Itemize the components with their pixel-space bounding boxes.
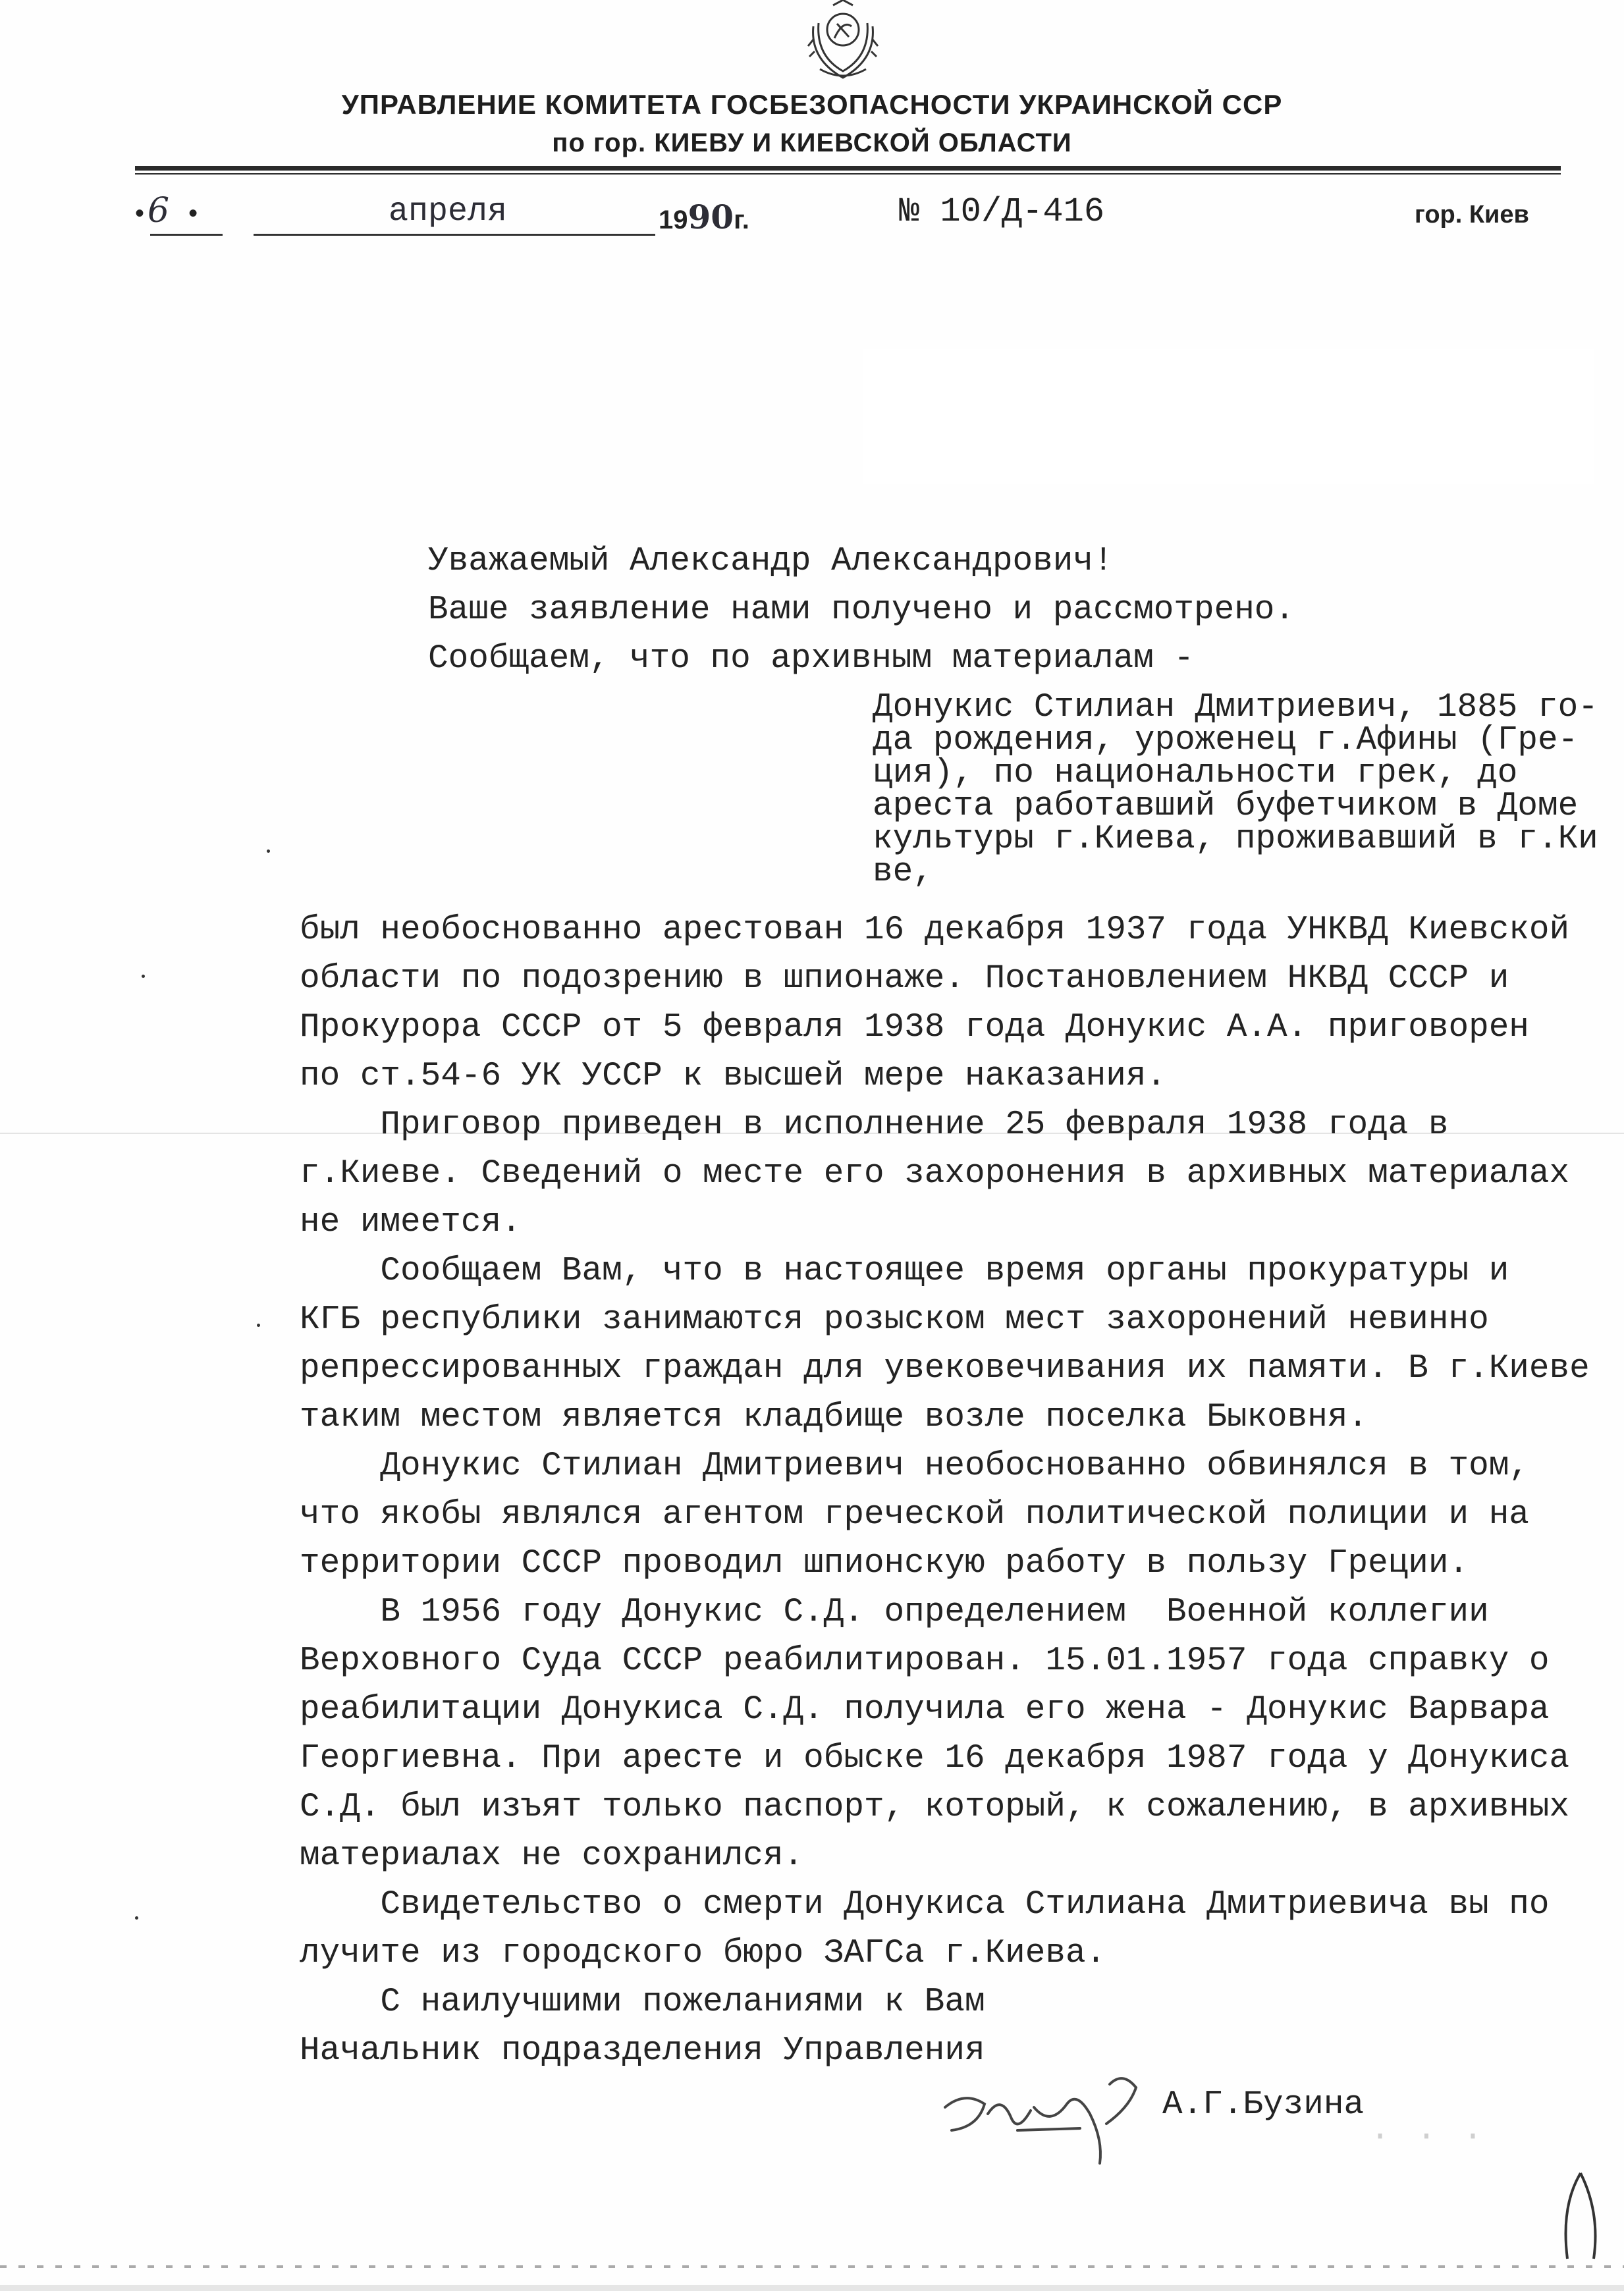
body-line: по ст.54-6 УК УССР к высшей мере наказания.: [300, 1058, 1167, 1095]
signer-name: А.Г.Бузина: [1162, 2086, 1365, 2124]
date-day: 6: [148, 191, 170, 230]
body-line: был необоснованно арестован 16 декабря 1937 года УНКВД Киевской: [300, 911, 1570, 949]
received-line: Ваше заявление нами получено и рассмотрено.: [428, 591, 1295, 629]
date-line: •6 •: [132, 191, 202, 230]
document-number: № 10/Д-416: [899, 192, 1105, 231]
person-line: культуры г.Киева, проживавший в г.Ки: [873, 821, 1598, 858]
body-line: Прокурора СССР от 5 февраля 1938 года Донукис А.А. приговорен: [300, 1009, 1529, 1046]
paper-speck: [142, 975, 145, 978]
intro-line: Сообщаем, что по архивным материалам -: [428, 640, 1194, 678]
body-line: репрессированных граждан для увековечивания их памяти. В г.Киеве: [300, 1350, 1590, 1388]
greeting: Уважаемый Александр Александрович!: [428, 543, 1114, 580]
body-line: В 1956 году Донукис С.Д. определением Военной коллегии: [300, 1594, 1489, 1631]
coat-of-arms-emblem: [794, 0, 892, 82]
year-suffix: 90: [688, 198, 734, 236]
body-line: таким местом является кладбище возле поселка Быковня.: [300, 1399, 1368, 1436]
person-line: да рождения, уроженец г.Афины (Гре-: [873, 722, 1579, 759]
header-rule-thin: [135, 173, 1561, 175]
body-line: территории СССР проводил шпионскую работу в пользу Греции.: [300, 1545, 1469, 1582]
person-line: ве,: [873, 853, 933, 891]
header-organization: УПРАВЛЕНИЕ КОМИТЕТА ГОСБЕЗОПАСНОСТИ УКРАИНСКОЙ ССР: [341, 89, 1283, 120]
header-region: по гор. КИЕВУ И КИЕВСКОЙ ОБЛАСТИ: [552, 128, 1072, 157]
body-line: реабилитации Донукиса С.Д. получила его жена - Донукис Варвара: [300, 1691, 1550, 1729]
body-line: Свидетельство о смерти Донукиса Стилиана Дмитриевича вы по: [300, 1886, 1550, 1924]
year-unit: г.: [734, 205, 749, 234]
date-month: апреля: [389, 193, 508, 230]
handwritten-signature: [938, 2068, 1162, 2167]
body-line: лучите из городского бюро ЗАГСа г.Киева.: [300, 1935, 1106, 1972]
body-line: Верховного Суда СССР реабилитирован. 15.01.1957 года справку о: [300, 1642, 1550, 1680]
person-line: Донукис Стилиан Дмитриевич, 1885 го-: [873, 689, 1598, 726]
person-line: ареста работавший буфетчиком в Доме: [873, 788, 1579, 825]
paper-speck: [135, 1916, 138, 1920]
faded-stamp: ∙ ∙ ∙: [1370, 2117, 1486, 2156]
body-line: области по подозрению в шпионаже. Постановлением НКВД СССР и: [300, 960, 1509, 998]
body-line: г.Киеве. Сведений о месте его захоронения в архивных материалах: [300, 1155, 1570, 1193]
body-line: КГБ республики занимаются розыском мест захоронений невинно: [300, 1301, 1489, 1339]
body-line: не имеется.: [300, 1204, 522, 1241]
city-label: гор. Киев: [1415, 201, 1529, 229]
year-prefix: 19: [659, 205, 688, 234]
handwritten-mark: [1554, 2167, 1607, 2265]
month-underline: [254, 234, 655, 236]
day-underline: [150, 234, 223, 236]
body-line: Донукис Стилиан Дмитриевич необоснованно обвинялся в том,: [300, 1447, 1529, 1485]
body-line: С.Д. был изъят только паспорт, который, к сожалению, в архивных: [300, 1789, 1570, 1826]
body-line: Сообщаем Вам, что в настоящее время органы прокуратуры и: [300, 1253, 1509, 1290]
body-line: что якобы являлся агентом греческой политической полиции и на: [300, 1496, 1529, 1534]
date-year: [659, 198, 749, 236]
body-line: материалах не сохранился.: [300, 1837, 804, 1875]
redacted-address-block: [863, 349, 1594, 484]
person-line: ция), по национальности грек, до: [873, 755, 1518, 792]
body-line: С наилучшими пожеланиями к Вам: [300, 1983, 985, 2021]
body-line: Приговор приведен в исполнение 25 февраля 1938 года в: [300, 1106, 1449, 1144]
body-line: Георгиевна. При аресте и обыске 16 декабря 1987 года у Донукиса: [300, 1740, 1570, 1777]
closing-title: Начальник подразделения Управления: [300, 2032, 985, 2070]
paper-bottom-edge: [0, 2285, 1624, 2291]
paper-speck: [257, 1324, 260, 1327]
header-rule: [135, 166, 1561, 171]
paper-speck: [267, 849, 270, 853]
bottom-dashes: [0, 2265, 1624, 2268]
